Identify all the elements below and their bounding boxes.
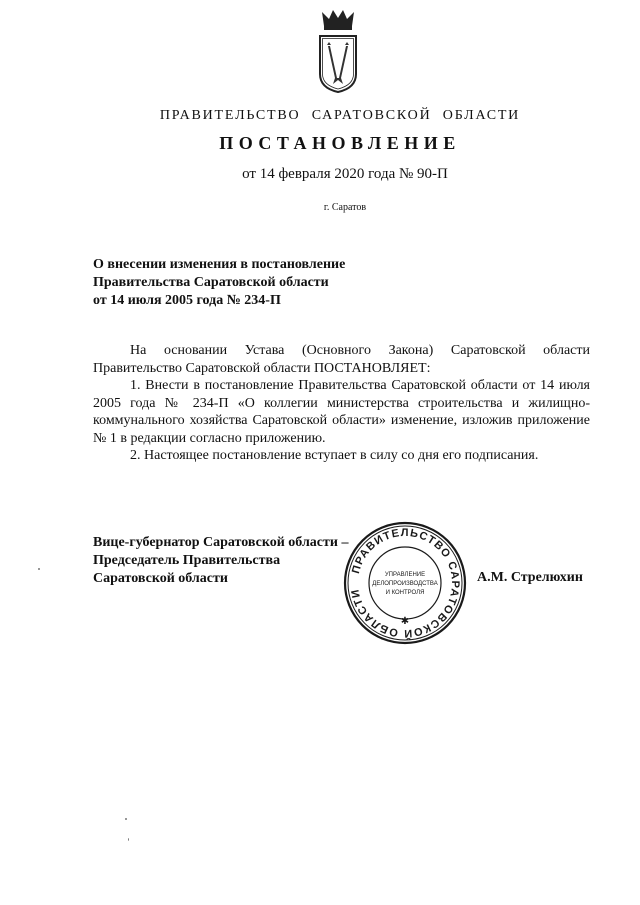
official-seal-stamp [342, 520, 468, 646]
seal-inner-line: ДЕЛОПРОИЗВОДСТВА [372, 581, 438, 587]
document-subject [93, 256, 423, 310]
scan-speck [125, 818, 127, 820]
body-paragraph: На основании Устава (Основного Закона) Саратовской области Правительство Саратовской области ПОСТАНОВЛЯЕТ: [93, 343, 590, 376]
coat-of-arms-emblem [316, 8, 360, 94]
subject-line: от 14 июля 2005 года № 234-П [93, 293, 281, 308]
subject-line: О внесении изменения в постановление [93, 257, 346, 272]
document-body [93, 342, 590, 465]
document-type-title: ПОСТАНОВЛЕНИЕ [219, 133, 461, 153]
document-city: г. Саратов [323, 202, 367, 213]
signatory-position [93, 534, 363, 588]
svg-text:✱: ✱ [400, 616, 410, 627]
seal-outer-text: ПРАВИТЕЛЬСТВО САРАТОВСКОЙ ОБЛАСТИ [349, 526, 462, 640]
body-paragraph: 2. Настоящее постановление вступает в силу со дня его подписания. [130, 448, 539, 463]
government-name: ПРАВИТЕЛЬСТВО САРАТОВСКОЙ ОБЛАСТИ [159, 108, 521, 123]
subject-line: Правительства Саратовской области [93, 275, 329, 290]
position-line: Вице-губернатор Саратовской области – [93, 535, 349, 550]
position-line: Саратовской области [93, 571, 228, 586]
scan-speck [128, 838, 129, 841]
body-paragraph: 1. Внести в постановление Правительства Саратовской области от 14 июля 2005 года № 234-П «О коллегии министерства строительства и жилищно-коммунального хозяйства Саратовской области» изменение, изложив приложение № 1 в редакции согласно приложению. [93, 378, 590, 446]
scan-speck [38, 568, 40, 570]
document-date-number: от 14 февраля 2020 года № 90-П [242, 166, 448, 182]
seal-inner-line: УПРАВЛЕНИЕ [384, 572, 426, 578]
seal-inner-line: И КОНТРОЛЯ [385, 590, 425, 596]
signatory-name: А.М. Стрелюхин [477, 570, 583, 585]
position-line: Председатель Правительства [93, 553, 281, 568]
